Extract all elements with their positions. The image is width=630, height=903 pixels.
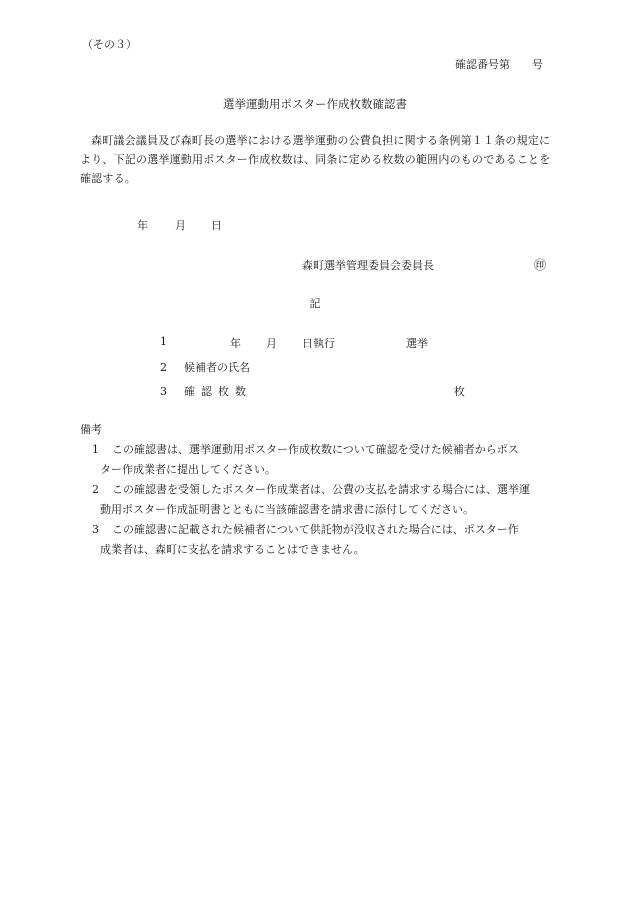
seal-mark: ㊞ [534,258,547,272]
remark-2-text [80,480,560,520]
item-1-day: 日執行 [302,337,335,350]
form-number: （その３） [82,38,137,51]
item-3 [160,383,465,399]
item-3-number: 3 [160,385,167,398]
item-1-month: 月 [266,337,277,350]
remark-1-line-2: ター作成業者に提出してください。 [100,463,276,476]
remark-2-number: 2 [92,483,99,496]
body-line-3: ことを確認する。 [80,153,551,185]
remarks-heading: 備考 [80,423,102,436]
remark-2-line-1: この確認書を受領したポスター作成業者は、公費の支払を請求する場合には、選挙運 [112,483,530,496]
remark-1-number: 1 [92,443,99,456]
date-day: 日 [211,219,222,232]
item-3-label: 確認枚数 [184,385,252,398]
remark-2 [80,480,560,520]
date-month: 月 [175,219,186,232]
item-1-number: 1 [160,335,167,348]
item-2-number: 2 [160,361,167,374]
ki-heading: 記 [309,297,321,310]
body-paragraph [80,131,555,188]
confirmation-number-prefix: 確認番号第 [455,58,510,71]
item-3-unit: 枚 [454,385,465,398]
remark-1-line-1: この確認書は、選挙運動用ポスター作成枚数について確認を受けた候補者からポス [112,443,519,456]
date-line [137,217,222,233]
remark-3-line-2: 成業者は、森町に支払を請求することはできません。 [100,543,365,556]
item-1 [160,335,428,350]
remark-3-line-1: この確認書に記載された候補者について供託物が没収された場合には、ポスター作 [112,523,519,536]
remark-3-number: 3 [92,523,99,536]
item-1-election: 選挙 [406,337,428,350]
body-line-2: 定により、下記の選挙運動用ポスター作成枚数は、同条に定める枚数の範囲内のものである [80,134,551,166]
item-1-year: 年 [230,337,241,350]
confirmation-number [455,56,543,72]
item-2-label: 候補者の氏名 [184,361,250,374]
body-line-1: 森町議会議員及び森町長の選挙における選挙運動の公費負担に関する条例第１１条の規 [91,134,528,147]
remark-3 [80,520,560,560]
remark-1-text [80,440,560,480]
remark-3-text [80,520,560,560]
document-title: 選挙運動用ポスター作成枚数確認書 [223,97,407,111]
signature-title: 森町選挙管理委員会委員長 [302,259,434,272]
date-year: 年 [137,219,148,232]
remark-2-line-2: 動用ポスター作成証明書とともに当該確認書を請求書に添付してください。 [100,503,474,516]
item-2 [160,359,250,375]
remark-1 [80,440,560,480]
confirmation-number-suffix: 号 [532,58,543,71]
